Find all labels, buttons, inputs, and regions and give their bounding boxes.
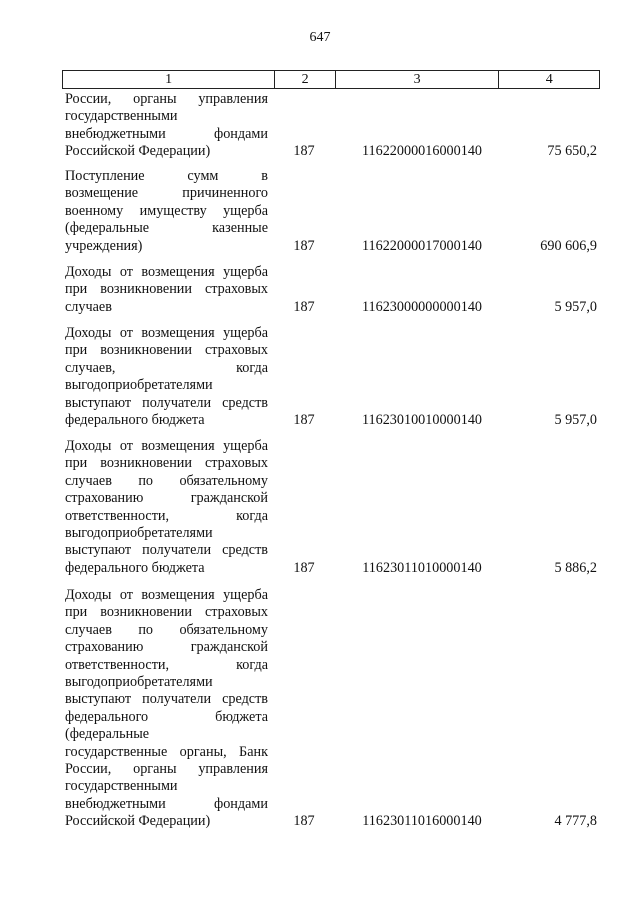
description-line: при возникновении страховых [65,455,268,472]
description-line: военному имуществу ущерба [65,202,268,219]
description-line: при возникновении страховых [65,604,268,621]
description-line: случаев, когда [65,359,268,376]
row-description [65,168,268,255]
admin-code: 187 [293,813,315,830]
description-line: выступают получатели средств [65,691,268,708]
admin-code: 187 [293,143,315,160]
description-line: Российской Федерации) [65,813,211,830]
description-line: Доходы от возмещения ущерба [65,438,268,454]
description-line: Доходы от возмещения ущерба [65,587,268,603]
header-col-2: 2 [275,71,336,88]
description-line: при возникновении страховых [65,342,268,359]
description-line: (федеральные казенные [65,220,268,237]
description-line: случаев [65,298,112,315]
description-line: Доходы от возмещения ущерба [65,264,268,280]
description-line: выгодоприобретателями [65,377,213,394]
description-line: учреждения) [65,237,143,254]
budget-classification-code: 11623011010000140 [362,559,482,576]
description-line: России, органы управления [65,91,268,107]
admin-code: 187 [293,412,315,428]
description-line: при возникновении страховых [65,281,268,298]
description-line: выгодоприобретателями [65,525,213,542]
description-line: ответственности, когда [65,507,268,524]
table-header [62,70,600,89]
description-line: страхованию гражданской [65,639,268,656]
description-line: случаев по обязательному [65,472,268,489]
budget-classification-code: 11622000017000140 [361,237,483,254]
description-line: ответственности, когда [65,656,268,673]
description-line: случаев по обязательному [65,621,268,638]
header-col-4: 4 [545,72,553,87]
description-line: государственными [65,108,178,125]
description-line: внебюджетными фондами [65,795,268,812]
description-line: внебюджетными фондами [65,125,268,142]
amount-value: 4 777,8 [554,813,597,830]
budget-classification-code: 11623010010000140 [361,412,483,428]
amount-value: 5 957,0 [554,412,597,428]
description-line: федерального бюджета [65,412,205,429]
header-col-3: 3 [336,71,499,88]
description-line: государственные органы, Банк [65,743,268,760]
description-line: возмещение причиненного [65,185,268,202]
description-line: федерального бюджета [65,559,205,576]
description-line: выступают получатели средств [65,542,268,559]
row-description [65,438,268,577]
description-line: федерального бюджета [65,708,268,725]
description-line: России, органы управления [65,761,268,778]
description-line: Доходы от возмещения ущерба [65,325,268,341]
description-line: государственными [65,778,178,795]
budget-classification-code: 11623000000000140 [361,298,483,315]
row-description [65,91,268,161]
admin-code: 187 [293,559,315,576]
budget-classification-code: 11622000016000140 [361,143,483,160]
budget-classification-code: 11623011016000140 [362,813,482,830]
amount-value: 5 886,2 [554,559,597,576]
row-description [65,587,268,831]
row-description [65,264,268,316]
row-description [65,325,268,429]
admin-code: 187 [293,298,315,315]
amount-value: 5 957,0 [554,298,597,315]
amount-value: 75 650,2 [547,143,597,160]
description-line: страхованию гражданской [65,490,268,507]
description-line: (федеральные [65,726,150,743]
header-col-1: 1 [63,71,275,88]
description-line: выгодоприобретателями [65,674,213,691]
description-line: выступают получатели средств [65,394,268,411]
description-line: Российской Федерации) [65,143,211,160]
page-number: 647 [309,30,331,45]
description-line: Поступление сумм в [65,168,268,184]
amount-value: 690 606,9 [540,237,597,254]
admin-code: 187 [293,237,315,254]
